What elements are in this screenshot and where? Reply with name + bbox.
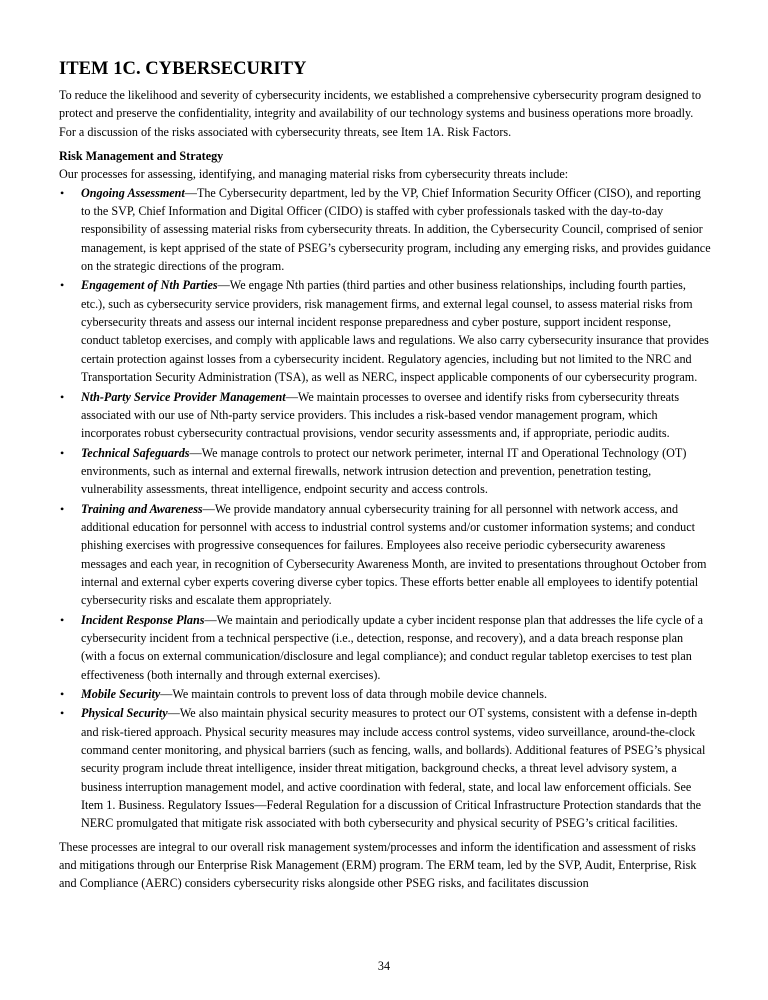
bullet-text: —We maintain processes to oversee and identify risks from cybersecurity threats associated with our use of Nth-party service providers. This includes a risk-based vendor management program, which incorporates robust cybersecurity contractual provisions, vendor security assessments and, if appropriate, periodic audits.: [81, 389, 680, 441]
bullet-item-incident-response-plans: [59, 611, 711, 684]
page-number: 34: [377, 959, 391, 973]
bullet-text: —We manage controls to protect our network perimeter, internal IT and Operational Technology (OT) environments, such as internal and external firewalls, network intrusion detection and prevention, penetration testing, vulnerability assessments, threat intelligence, endpoint security and access controls.: [81, 445, 687, 497]
closing-paragraph: These processes are integral to our overall risk management system/processes and inform the identification and assessment of risks and mitigations through our Enterprise Risk Management (ERM) program. The ERM team, led by the SVP, Audit, Enterprise, Risk and Compliance (AERC) considers cybersecurity risks alongside other PSEG risks, and facilitates discussion: [59, 839, 697, 891]
bullet-item-training-and-awareness: [59, 500, 711, 610]
bullet-list: [59, 184, 711, 833]
bullet-dot-icon: •: [60, 612, 65, 627]
bullet-text: —We maintain controls to prevent loss of data through mobile device channels.: [160, 687, 547, 701]
bullet-term: Nth-Party Service Provider Management: [81, 389, 286, 404]
bullet-term: Mobile Security: [81, 687, 161, 701]
section-heading: Risk Management and Strategy: [59, 149, 224, 164]
bullet-term: Incident Response Plans: [81, 612, 205, 627]
section-lead: Our processes for assessing, identifying, and managing material risks from cybersecurity threats include:: [59, 167, 569, 182]
bullet-term: Physical Security: [81, 706, 168, 721]
bullet-dot-icon: •: [60, 278, 65, 293]
bullet-text: —We also maintain physical security measures to protect our OT systems, consistent with a defense in-depth and risk-tiered approach. Physical security measures may include access control systems, video surveillance, around-the-clock command center monitoring, and physical barriers (such as fencing, walls, and bollards). Additional features of PSEG’s physical security program include threat intelligence, insider threat mitigation, background checks, a threat level advisory system, a business interruption management model, and active coordination with federal, state, and local law enforcement officials. See Item 1. Business. Regulatory Issues—Federal Regulation for a discussion of Critical Infrastructure Protection standards that the NERC promulgated that mitigate risk associated with both cybersecurity and physical security of PSEG’s critical facilities.: [81, 706, 706, 831]
bullet-item-engagement-of-nth-parties: [59, 276, 711, 386]
bullet-text: —We maintain and periodically update a cyber incident response plan that addresses the life cycle of a cybersecurity incident from a technical perspective (i.e., detection, response, and recovery), and a data breach response plan (with a focus on external communication/disclosure and legal compliance); and conduct regular tabletop exercises to test plan effectiveness (both internally and through external exercises).: [81, 612, 704, 682]
bullet-term: Technical Safeguards: [81, 445, 190, 460]
bullet-term: Engagement of Nth Parties: [81, 278, 218, 293]
bullet-term: Ongoing Assessment: [81, 185, 185, 200]
bullet-text: —We engage Nth parties (third parties and other business relationships, including fourth parties, etc.), such as cybersecurity service providers, risk management firms, and external legal counsel, to assess material risks from cybersecurity threats and assess our internal incident response preparedness and cyber posture, support incident response, conduct tabletop exercises, and comply with applicable laws and regulations. We also carry cybersecurity insurance that provides certain protection against losses from a cybersecurity incident. Regulatory agencies, including but not limited to the NRC and Transportation Security Administration (TSA), as well as NERC, inspect applicable components of our cybersecurity program.: [81, 278, 709, 385]
document-page: [59, 58, 711, 893]
bullet-text: —The Cybersecurity department, led by the VP, Chief Information Security Officer (CISO), and reporting to the SVP, Chief Information and Digital Officer (CIDO) is staffed with cyber professionals tasked with the day-to-day responsibility of assessing material risks from cybersecurity threats. In addition, the Cybersecurity Council, comprised of senior management, is kept apprised of the state of PSEG’s cybersecurity program, including any emerging risks, and provides guidance on the strategic directions of the program.: [81, 185, 711, 274]
bullet-dot-icon: •: [60, 687, 65, 701]
bullet-item-nth-party-service-provider-management: [59, 388, 711, 443]
bullet-item-physical-security: [59, 704, 711, 832]
bullet-dot-icon: •: [60, 445, 65, 460]
bullet-dot-icon: •: [60, 185, 65, 200]
bullet-item-technical-safeguards: [59, 444, 711, 499]
bullet-item-mobile-security: [59, 685, 711, 703]
bullet-dot-icon: •: [60, 706, 65, 721]
bullet-dot-icon: •: [60, 501, 65, 516]
bullet-dot-icon: •: [60, 389, 65, 404]
intro-paragraph: To reduce the likelihood and severity of cybersecurity incidents, we established a comprehensive cybersecurity program designed to protect and preserve the confidentiality, integrity and availability of our technology systems and business operations more broadly. For a discussion of the risks associated with cybersecurity threats, see Item 1A. Risk Factors.: [59, 88, 702, 139]
bullet-item-ongoing-assessment: [59, 184, 711, 276]
bullet-text: —We provide mandatory annual cybersecurity training for all personnel with network access, and additional education for personnel with access to industrial control systems and/or customer information systems; and conduct phishing exercises with progressive consequences for failures. Employees also receive periodic cybersecurity awareness messages and each year, in recognition of Cybersecurity Awareness Month, are invited to presentations throughout October from internal and external cyber experts covering diverse cyber topics. These efforts better enable all employees to identify potential cybersecurity risks and escalate them appropriately.: [81, 501, 707, 608]
page-title: ITEM 1C. CYBERSECURITY: [59, 58, 307, 79]
bullet-term: Training and Awareness: [81, 501, 203, 516]
